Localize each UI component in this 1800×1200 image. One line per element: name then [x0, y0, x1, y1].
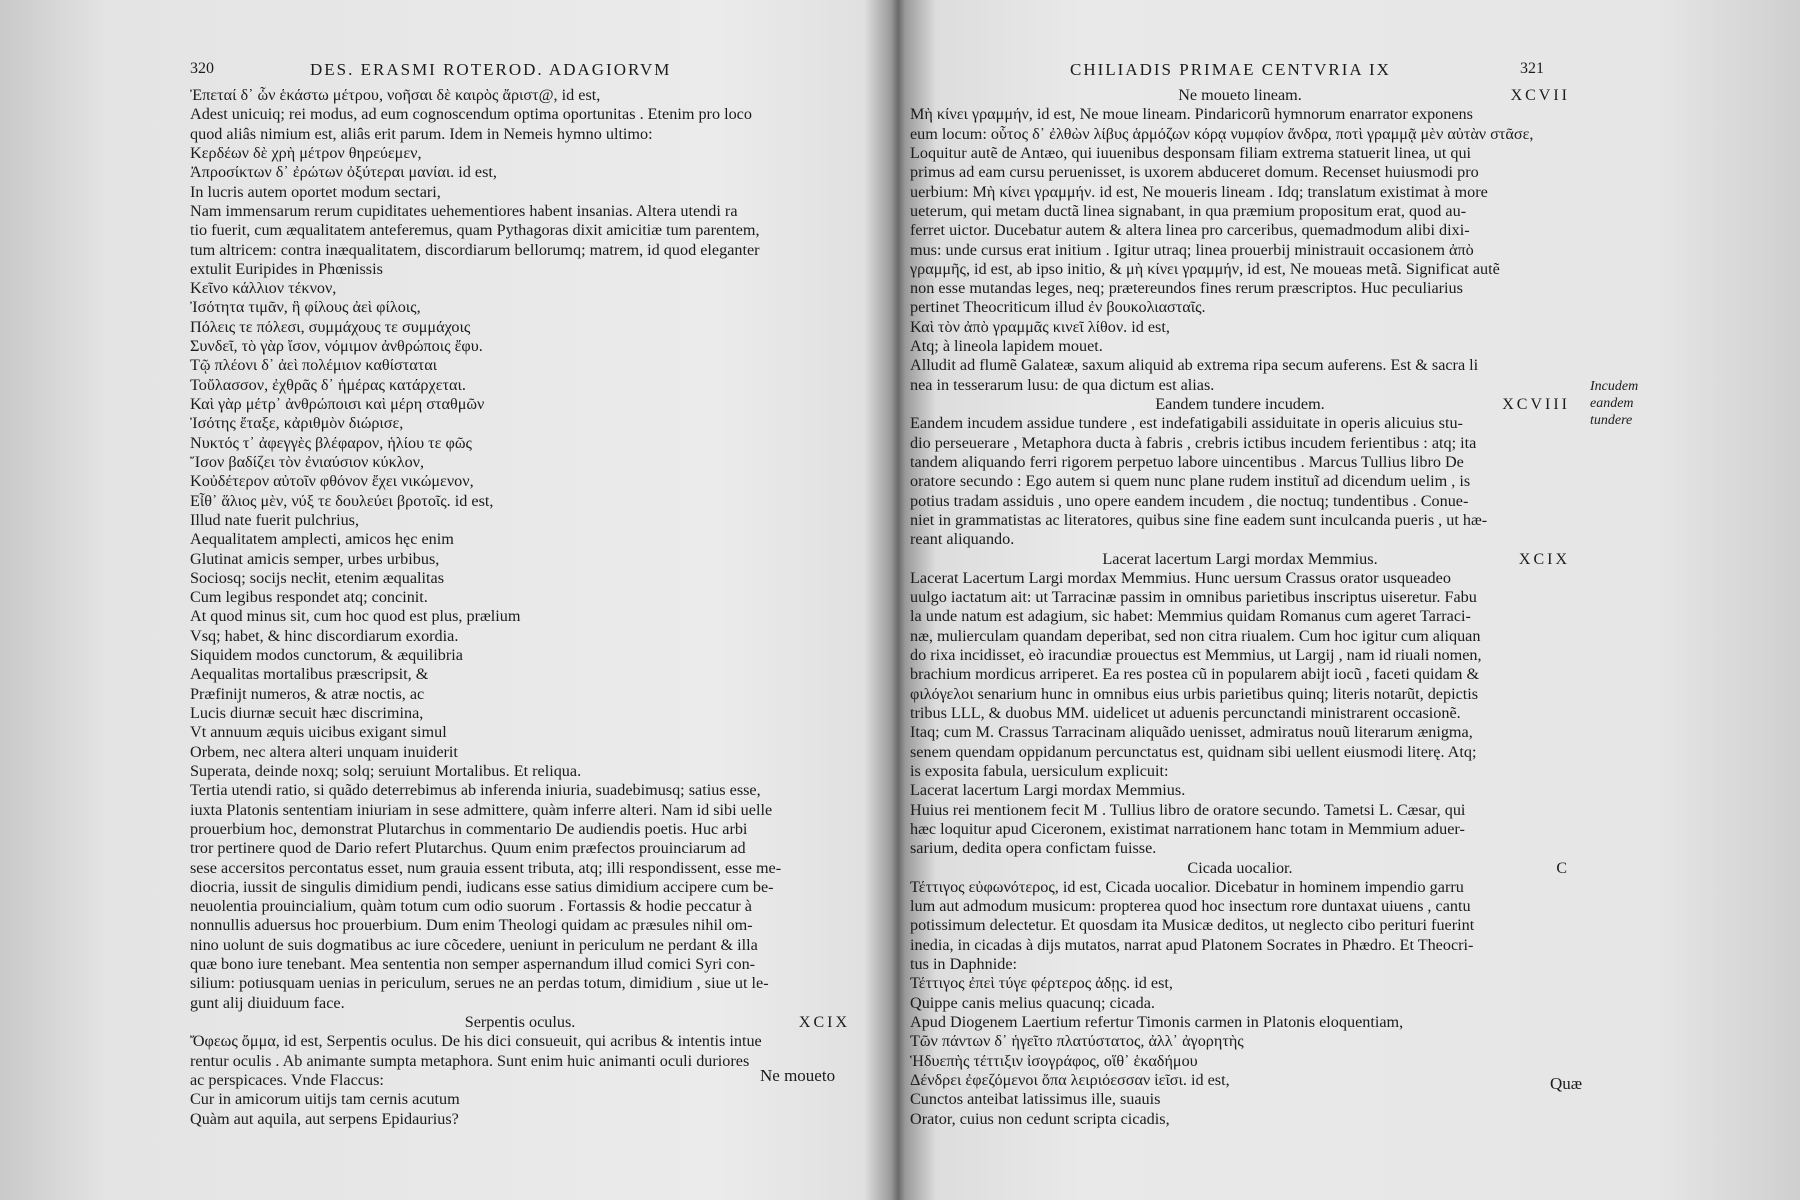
text-line: is exposita fabula, uersiculum explicuit:	[910, 761, 1169, 780]
text-line: ferret uictor. Ducebatur autem & altera linea pro carceribus, quemadmodum alibi dixi-	[910, 221, 1470, 240]
text-line: ac perspicaces. Vnde Flaccus:	[190, 1070, 384, 1089]
text-line: Ἰσότητα τιμᾶν, ἣ φίλους ἀεὶ φίλοις,	[190, 298, 421, 317]
text-line: Εἶθ᾽ ἅλιος μὲν, νύξ τε δουλεύει βροτοῖς. id est,	[190, 491, 494, 510]
text-line: Vt annuum æquis uicibus exigant simul	[190, 723, 447, 742]
text-line: Συνδεῖ, τὸ γὰρ ἴσον, νόμιμον ἀνθρώποις ἔφυ.	[190, 337, 483, 356]
text-line: Cur in amicorum uitijs tam cernis acutum	[190, 1090, 460, 1109]
adage-number: C	[1556, 859, 1570, 877]
text-line: Lucis diurnæ secuit hæc discrimina,	[190, 704, 424, 722]
text-line: Apud Diogenem Laertium refertur Timonis carmen in Platonis eloquentiam,	[910, 1013, 1404, 1031]
text-line: Præfinijt numeros, & atræ noctis, ac	[190, 684, 425, 703]
text-line: γραμμῆς, id est, ab ipso initio, & μὴ κίνει γραμμήν, id est, Ne moueas metã. Significat autẽ	[910, 259, 1500, 278]
text-line: oratore secundo : Ego autem si quem nunc plane rudem instituĩ ad dicendum uelim , is	[910, 472, 1471, 491]
text-line: In lucris autem oportet modum sectari,	[190, 182, 441, 201]
text-line: Καὶ γὰρ μέτρ᾽ ἀνθρώποισι καὶ μέρη σταθμῶν	[190, 395, 485, 413]
text-line: mus: unde cursus erat initium . Igitur utraq; linea prouerbij ministrauit occasionem ἀπὸ	[910, 240, 1474, 259]
adage-heading	[910, 86, 1570, 105]
text-line: ueterum, qui metam ductã linea signabant, in qua præmium propositum erat, quod au-	[910, 201, 1467, 220]
text-line: sarium, dedita opera confictam fuisse.	[910, 839, 1157, 858]
text-line: Τέττιγος εὐφωνότερος, id est, Cicada uocalior. Dicebatur in hominem impendio garru	[910, 877, 1464, 896]
marginal-note: Incudem eandem tundere	[1590, 379, 1639, 428]
text-line: tandem aliquando ferri rigorem perpetuo labore uincentibus . Marcus Tullius libro De	[910, 452, 1464, 471]
text-line: Glutinat amicis semper, urbes urbibus,	[190, 549, 440, 568]
text-line: Lacerat lacertum Largi mordax Memmius.	[910, 781, 1186, 800]
text-line: Τοὔλασσον, ἐχθρᾶς δ᾽ ἡμέρας κατάρχεται.	[190, 375, 466, 394]
right-text-block	[910, 86, 1570, 1129]
text-line: Nam immensarum rerum cupiditates uehementiores habent insanias. Altera utendi ra	[190, 201, 738, 220]
text-line: hæc loquitur apud Ciceronem, existimat narrationem hanc totam in Memmium aduer-	[910, 819, 1465, 838]
text-line: Cunctos anteibat latissimus ille, suauis	[910, 1090, 1161, 1109]
text-line: Κερδέων δὲ χρὴ μέτρον θηρεύεμεν,	[190, 143, 422, 162]
text-line: Ἰσότης ἔταξε, κἀριθμὸν διώρισε,	[190, 414, 404, 433]
text-line: Ἡδυεπὴς τέττιξιν ἰσογράφος, οἵθ᾽ ἑκαδήμου	[910, 1051, 1198, 1070]
text-line: rentur oculis . Ab animante sumpta metaphora. Sunt enim huic animanti oculi duriores	[190, 1051, 750, 1070]
text-line: lum aut admodum musicum: propterea quod hoc insectum rore duntaxat uiuens , cantu	[910, 897, 1471, 916]
right-page	[880, 0, 1800, 1200]
text-line: reant aliquando.	[910, 530, 1015, 549]
text-line: Νυκτός τ᾽ ἀφεγγὲς βλέφαρον, ἡλίου τε φῶς	[190, 433, 472, 452]
adage-title: Serpentis oculus.	[464, 1013, 576, 1031]
adage-title: Ne moueto lineam.	[1178, 86, 1302, 104]
text-line: Eandem incudem assidue tundere , est indefatigabili assiduitate in operis alicuius stu-	[910, 414, 1463, 433]
text-line: Μὴ κίνει γραμμήν, id est, Ne moue lineam. Pindaricorũ hymnorum enarrator exponens	[910, 105, 1473, 124]
text-line: la unde natum est adagium, sic habet: Memmius quidam Romanus cum ageret Tarraci-	[910, 607, 1471, 626]
text-line: nino uolunt de suis dogmatibus ac iure cõcedere, ueniunt in periculum ne perdant & illa	[190, 935, 758, 954]
catchword: Ne moueto	[760, 1066, 836, 1085]
text-line: Lacerat Lacertum Largi mordax Memmius. Hunc uersum Crassus orator usqueadeo	[910, 568, 1451, 587]
text-line: nonnullis aduersus hoc prouerbium. Dum enim Theologi quidam ac præsules nihil om-	[190, 916, 753, 935]
text-line: Atq; à lineola lapidem mouet.	[910, 337, 1103, 356]
left-text-block	[190, 86, 850, 1129]
text-line: Aequalitas mortalibus præscripsit, &	[190, 665, 429, 684]
text-line: eum locum: οὗτος δ᾽ ἐλθὼν λίβυς ἁρμόζων κόρᾳ νυμφίον ἄνδρα, ποτὶ γραμμᾷ μὲν αὐτὰν στᾶσε,	[910, 124, 1534, 143]
text-line: prouerbium hoc, demonstrat Plutarchus in commentario De audiendis poetis. Huc arbi	[190, 819, 748, 838]
text-line: Siquidem modos cunctorum, & æquilibria	[190, 646, 463, 665]
text-line: tribus LLL, & duobus MM. uidelicet ut aduenis percunctandi ministrarent occasionẽ.	[910, 704, 1461, 722]
text-line: neuolentia prouincialium, quàm totum cum odio suorum . Fortassis & hodie peccatur à	[190, 897, 752, 916]
text-line: Ὄφεως ὄμμα, id est, Serpentis oculus. De his dici consueuit, qui acribus & intentis intue	[190, 1032, 762, 1051]
text-line: Πόλεις τε πόλεσι, συμμάχους τε συμμάχοις	[190, 317, 471, 336]
text-line: do rixa incidisset, eò iracundiæ prouectus est Memmius, ut Largij , nam id riuali nomen,	[910, 646, 1482, 665]
text-line: senem quendam oppidanum percunctatus est, quidnam sibi uellent eiusmodi literę. Atq;	[910, 742, 1477, 761]
text-line: non esse mutandas leges, neq; prætereundos fines rerum præscriptos. Huc peculiarius	[910, 279, 1463, 298]
text-line: dio perseuerare , Metaphora ducta à fabris , crebris ictibus incudem ferientibus : atq; ita	[910, 433, 1477, 452]
text-line: Quàm aut aquila, aut serpens Epidaurius?	[190, 1109, 459, 1128]
adage-number: XCVII	[1510, 87, 1570, 104]
text-line: Τῶν πάντων δ᾽ ἡγεῖτο πλατύστατος, ἀλλ᾽ ἀγορητὴς	[910, 1032, 1244, 1051]
text-line: Τῷ πλέονι δ᾽ ἀεὶ πολέμιον καθίσταται	[190, 356, 438, 375]
text-line: Κοὐδέτερον αὐτοῖν φθόνον ἔχει νικώμενον,	[190, 472, 474, 491]
adage-heading	[910, 550, 1570, 569]
catchword: Quæ	[1550, 1074, 1583, 1093]
text-line: φιλόγελοι senarium hunc in omnibus eius urbis parietibus quinq; literis notarũt, depictis	[910, 684, 1479, 703]
text-line: Ἐπεταί δ᾽ ὧν ἑκάστω μέτρου, νοῆσαι δὲ καιρὸς ἄριστ@, id est,	[190, 86, 601, 104]
text-line: primus ad eam cursu peruenisset, is uxorem abduceret domum. Recenset huiusmodi pro	[910, 163, 1479, 182]
text-line: tum altricem: contra inæqualitatem, discordiarum bellorumq; matrem, id quod eleganter	[190, 240, 760, 259]
adage-heading	[910, 395, 1570, 414]
text-line: uerbium: Μὴ κίνει γραμμήν. id est, Ne moueris lineam . Idq; translatum existimat à more	[910, 182, 1488, 201]
text-line: Adest unicuiq; rei modus, ad eum cognoscendum optima oportunitas . Etenim pro loco	[190, 105, 752, 124]
text-line: iuxta Platonis sententiam iniuriam in sese admittere, quàm inferre alteri. Nam id sibi uelle	[190, 800, 773, 819]
text-line: Loquitur autẽ de Antæo, qui iuuenibus desponsam filiam extrema statuerit linea, ut qui	[910, 143, 1472, 162]
text-line: inedia, in cicadas à dijs mutatos, narrat apud Platonem Socrates in Phædro. Et Theocri-	[910, 935, 1474, 954]
text-line: niet in grammatistas ac literatores, quibus sine fine eadem sunt inculcanda pueris , ut hæ-	[910, 510, 1488, 529]
text-line: Orbem, nec altera alteri unquam inuiderit	[190, 742, 458, 761]
text-line: nea in tesserarum lusu: de qua dictum est alias.	[910, 375, 1215, 394]
text-line: silium: potiusquam uenias in periculum, serues ne an perdas totum, dimidium , siue ut le-	[190, 974, 769, 993]
running-head: CHILIADIS PRIMAE CENTVRIA IX	[1070, 60, 1391, 79]
adage-title: Eandem tundere incudem.	[1155, 395, 1325, 413]
text-line: Vsq; habet, & hinc discordiarum exordia.	[190, 626, 459, 645]
text-line: tror pertinere quod de Dario refert Plutarchus. Quum enim præfectos prouinciarum ad	[190, 839, 746, 858]
adage-number: XCVIII	[1502, 396, 1570, 413]
text-line: Ἴσον βαδίζει τὸν ἐνιαύσιον κύκλον,	[190, 452, 425, 471]
text-line: Quippe canis melius quacunq; cicada.	[910, 993, 1155, 1012]
text-line: pertinet Theocriticum illud ἐν βουκολιασταῖς.	[910, 298, 1206, 317]
text-line: Itaq; cum M. Crassus Tarracinam aliquãdo uenisset, admiratus nouũ literarum ænigma,	[910, 723, 1473, 742]
text-line: Alludit ad flumẽ Galateæ, saxum aliquid ab extrema ripa secum auferens. Est & sacra li	[910, 356, 1479, 375]
text-line: gunt alij diuiduum face.	[190, 993, 345, 1012]
text-line: quæ bono iure tenebant. Mea sententia non semper aspernandum illud comici Syri con-	[190, 955, 756, 974]
left-page	[0, 0, 880, 1200]
text-line: Superata, deinde noxq; solq; seruiunt Mortalibus. Et reliqua.	[190, 761, 582, 780]
text-line: Huius rei mentionem fecit M . Tullius libro de oratore secundo. Tametsi L. Cæsar, qui	[910, 800, 1466, 819]
text-line: Τέττιγος ἐπεὶ τύγε φέρτερος ἀδῃς. id est,	[910, 974, 1173, 993]
adage-number: XCIX	[1518, 550, 1570, 568]
text-line: Ἀπροσίκτων δ᾽ ἐρώτων ὀξύτεραι μανίαι. id est,	[190, 163, 497, 182]
text-line: Orator, cuius non cedunt scripta cicadis,	[910, 1109, 1170, 1128]
text-line: tio fuerit, cum æqualitatem anteferemus, quam Pythagoras dixit amicitiæ tum parentem,	[190, 221, 760, 240]
text-line: Illud nate fuerit pulchrius,	[190, 510, 360, 529]
text-line: uulgo iactatum ait: ut Tarracinæ passim in omnibus parietibus inscriptus uiseretur. Fabu	[910, 588, 1477, 607]
text-line: Sociosq; socijs necłit, etenim æqualitas	[190, 568, 445, 587]
text-line: extulit Euripides in Phœnissis	[190, 259, 383, 278]
text-line: Tertia utendi ratio, si quãdo deterrebimus ab inferenda iniuria, suadebimusq; satius esse,	[190, 781, 761, 800]
adage-heading	[190, 1013, 850, 1032]
page-number: 321	[1520, 60, 1544, 77]
text-line: Δένδρει ἐφεζόμενοι ὄπα λειριόεσσαν ἱεῖσι. id est,	[910, 1070, 1230, 1089]
text-line: Cum legibus respondet atq; concinit.	[190, 588, 428, 607]
text-line: Κεῖνο κάλλιον τέκνον,	[190, 279, 337, 298]
text-line: næ, mulierculam quandam deperibat, sed non citra riualem. Cum hoc igitur cum aliquan	[910, 626, 1481, 645]
text-line: quod aliâs nimium est, aliâs erit parum. Idem in Nemeis hymno ultimo:	[190, 124, 653, 143]
text-line: diocria, iussit de singulis dimidium pendi, iudicans esse satius dimidium accipere cum be-	[190, 877, 774, 896]
adage-title: Cicada uocalior.	[1187, 858, 1293, 877]
adage-title: Lacerat lacertum Largi mordax Memmius.	[1102, 549, 1378, 568]
text-line: brachium mordicus arriperet. Ea res postea cũ in popularem abijt iocũ , faceti quidam &	[910, 665, 1480, 684]
text-line: Aequalitatem amplecti, amicos hęc enim	[190, 530, 454, 549]
text-line: At quod minus sit, cum hoc quod est plus, prælium	[190, 607, 521, 626]
text-line: sese accersitos percontatus esset, num grauia essent tributa, atq; illi respondissent, esse me-	[190, 858, 782, 877]
text-line: potissimum delectetur. Et quosdam ita Musicæ deditos, ut neglecto cibo perituri fuerint	[910, 916, 1475, 935]
running-head: DES. ERASMI ROTEROD. ADAGIORVM	[310, 60, 672, 79]
adage-heading	[910, 859, 1570, 878]
text-line: tus in Daphnide:	[910, 955, 1018, 974]
page-number: 320	[190, 60, 214, 77]
text-line: potius tradam assiduis , uno opere eandem incudem , die noctuq; tundentibus . Conue-	[910, 491, 1469, 510]
text-line: Καὶ τὸν ἀπὸ γραμμᾶς κινεῖ λίθον. id est,	[910, 317, 1170, 336]
adage-number: XCIX	[798, 1014, 850, 1031]
